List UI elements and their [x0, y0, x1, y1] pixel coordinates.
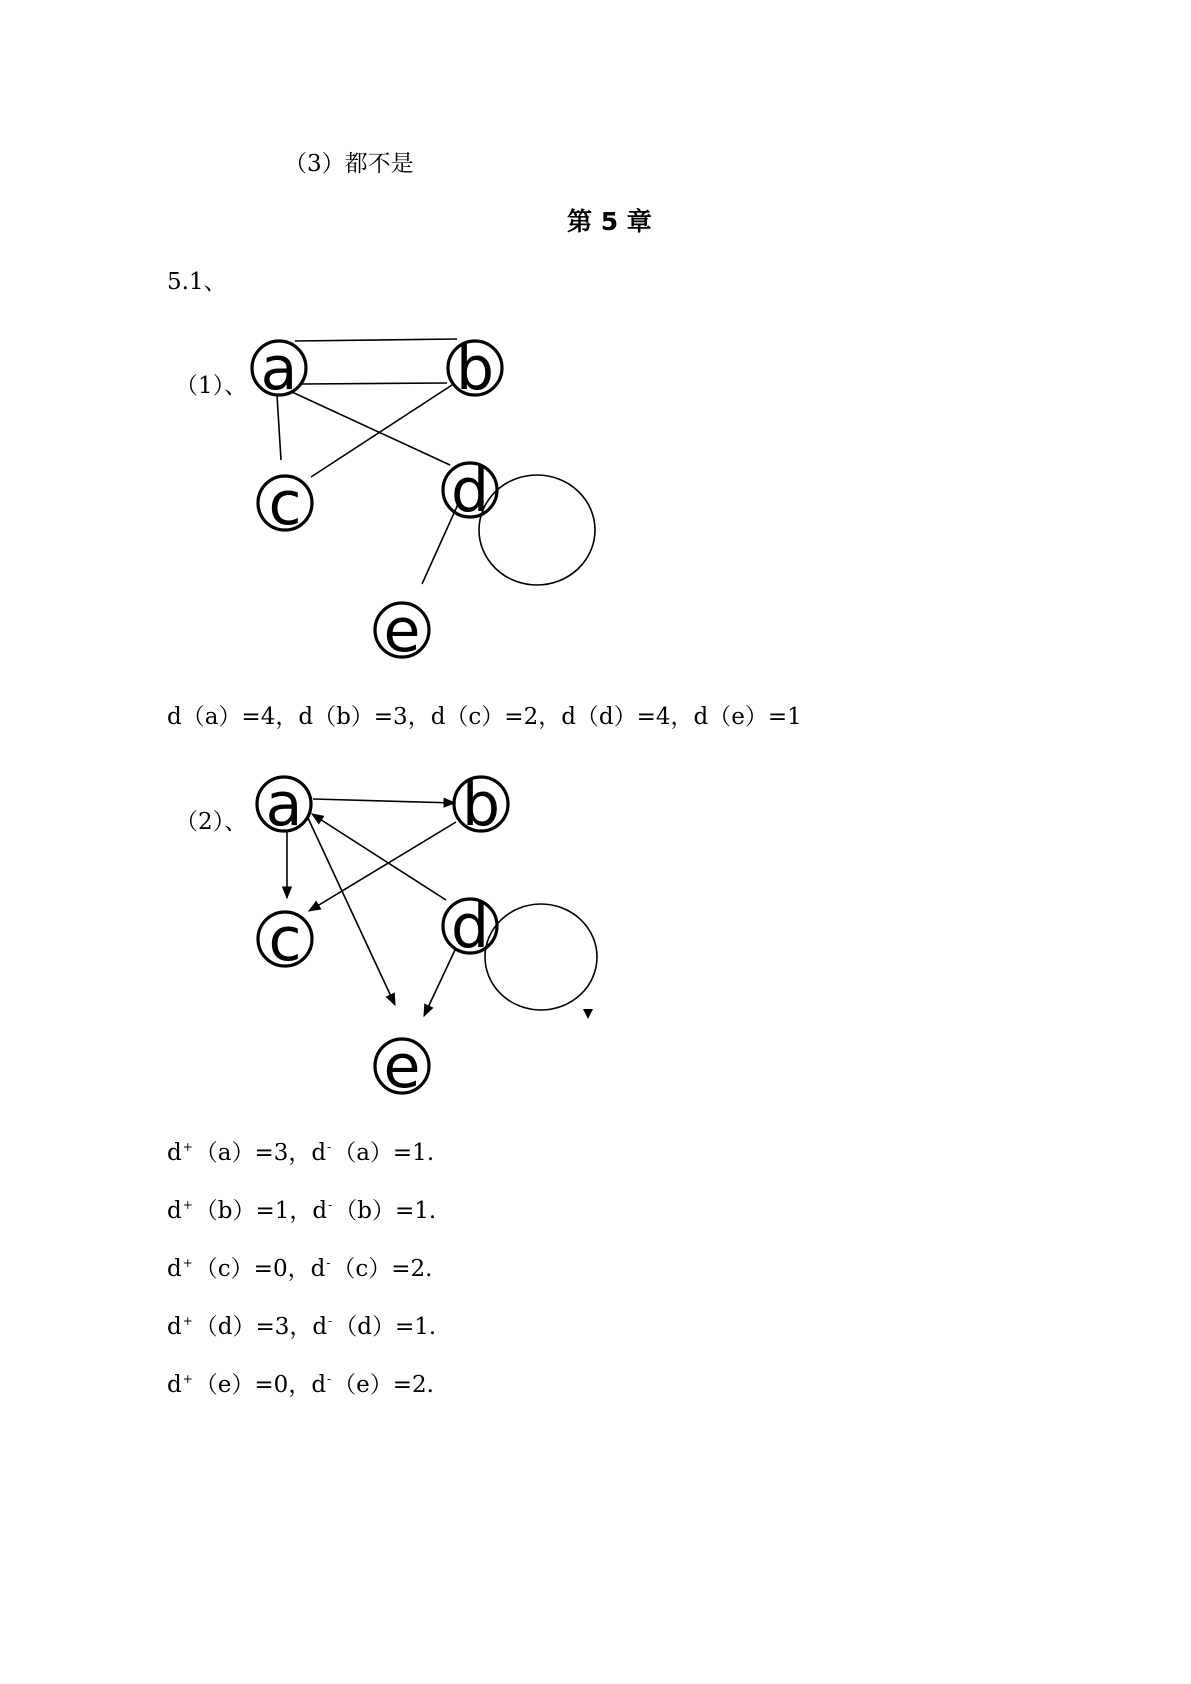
part-2-label: （2）、 — [175, 809, 248, 835]
node-e: e — [383, 596, 421, 666]
loop-d-directed — [485, 904, 597, 1010]
node-e-2: e — [383, 1032, 421, 1102]
arc-a-b — [313, 799, 455, 803]
list-item-3: （3）都不是 — [284, 151, 414, 177]
node-c: c — [268, 469, 302, 539]
section-number: 5.1、 — [167, 269, 227, 295]
node-d-2: d — [450, 892, 490, 962]
degree-line-a: d+（a）=3，d-（a）=1. — [167, 1140, 435, 1166]
node-c-2: c — [268, 905, 302, 975]
node-a-2: a — [265, 770, 303, 840]
degree-line-d: d+（d）=3，d-（d）=1. — [167, 1314, 437, 1340]
degree-line-e: d+（e）=0，d-（e）=2. — [167, 1372, 434, 1398]
node-b-2: b — [461, 770, 501, 840]
degree-line-b: d+（b）=1，d-（b）=1. — [167, 1198, 437, 1224]
part-1-label: （1）、 — [175, 373, 248, 399]
degree-line-c: d+（c）=0，d-（c）=2. — [167, 1256, 433, 1282]
node-b: b — [455, 334, 495, 404]
arc-a-e — [308, 818, 395, 1005]
arc-d-a — [312, 814, 446, 900]
chapter-title: 第 5 章 — [567, 207, 652, 236]
degree-summary: d（a）=4，d（b）=3，d（c）=2，d（d）=4，d（e）=1 — [167, 704, 802, 730]
node-a: a — [260, 334, 298, 404]
node-d: d — [450, 456, 490, 526]
loop-arrowhead — [583, 1009, 593, 1019]
